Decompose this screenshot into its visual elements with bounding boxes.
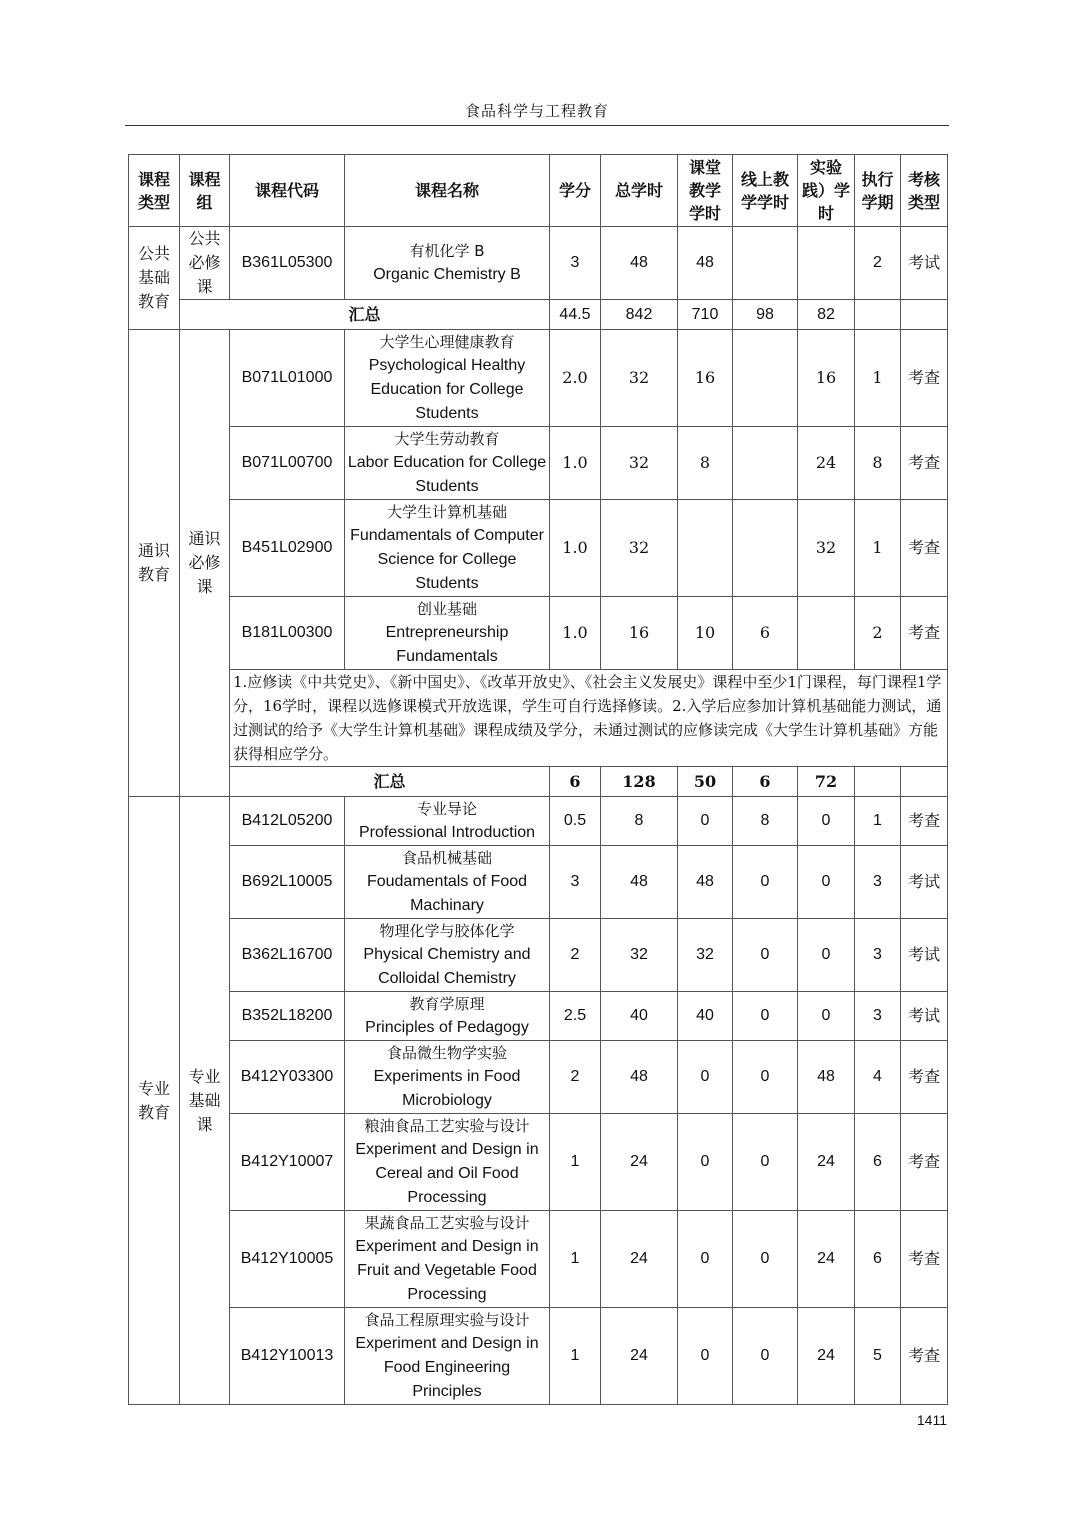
online-hours-value: 8 (733, 797, 798, 846)
course-row (129, 992, 948, 1041)
col-header-total-hours: 总学时 (601, 155, 678, 227)
col-header-online-hours: 线上教 学学时 (733, 155, 798, 227)
online-hours-value (733, 330, 798, 427)
course-name-en: Experiment and Design in Food Engineering Principles (355, 1335, 539, 1400)
classroom-hours-value: 0 (678, 1114, 733, 1211)
lab-hours-value: 32 (798, 500, 855, 597)
course-code: B412L05200 (230, 797, 345, 846)
lab-hours-value: 0 (798, 846, 855, 919)
course-row (129, 1114, 948, 1211)
summary-classroom: 710 (678, 300, 733, 330)
course-name-cn: 物理化学与胶体化学 (379, 922, 515, 940)
credit-value: 1.0 (550, 427, 601, 500)
col-header-course-name: 课程名称 (345, 155, 550, 227)
total-hours-value: 40 (601, 992, 678, 1041)
summary-label: 汇总 (230, 767, 550, 797)
summary-row (129, 767, 948, 797)
col-header-classroom-hours: 课堂 教学 学时 (678, 155, 733, 227)
course-name-cell (345, 1211, 550, 1308)
course-name-en: Experiment and Design in Cereal and Oil Food Processing (355, 1141, 539, 1206)
classroom-hours-value: 48 (678, 846, 733, 919)
summary-classroom-hours: 50 (678, 767, 733, 797)
course-row (129, 1041, 948, 1114)
course-row (129, 330, 948, 427)
exam-type-value: 考试 (901, 846, 948, 919)
online-hours-value: 0 (733, 1211, 798, 1308)
summary-lab-hours: 72 (798, 767, 855, 797)
online-hours-value: 0 (733, 1041, 798, 1114)
lab-hours-value: 24 (798, 1114, 855, 1211)
lab-hours-value (798, 597, 855, 670)
semester-value: 1 (855, 797, 901, 846)
summary-credit: 6 (550, 767, 601, 797)
course-name-cell (345, 597, 550, 670)
course-name-cell (345, 1308, 550, 1405)
course-name-en: Foudamentals of Food Machinary (366, 873, 528, 914)
course-code: B451L02900 (230, 500, 345, 597)
note-row (129, 670, 948, 767)
online-hours-value: 0 (733, 1308, 798, 1405)
summary-total: 842 (601, 300, 678, 330)
course-type-cell: 通识 教育 (129, 330, 180, 797)
summary-total-hours: 128 (601, 767, 678, 797)
course-name-en: Organic Chemistry B (373, 266, 521, 283)
course-name-cn: 食品机械基础 (401, 849, 492, 867)
lab-hours-value: 48 (798, 1041, 855, 1114)
summary-label: 汇总 (180, 300, 550, 330)
semester-value: 4 (855, 1041, 901, 1114)
course-name-en: Professional Introduction (358, 824, 536, 841)
semester-value: 6 (855, 1211, 901, 1308)
col-header-course-group: 课程 组 (180, 155, 230, 227)
classroom-hours-value: 48 (678, 227, 733, 300)
curriculum-table (128, 154, 948, 1405)
requirements-note: 1.应修读《中共党史》、《新中国史》、《改革开放史》、《社会主义发展史》课程中至少1门课程，每门课程1学分，16学时，课程以选修课模式开放选课，学生可自行选择修读。2.入学后应参加计算机基础能力测试，通过测试的给予《大学生计算机基础》课程成绩及学分，未通过测试的应修读完成《大学生计算机基础》方能获得相应学分。 (230, 670, 948, 767)
semester-value: 3 (855, 992, 901, 1041)
course-name-cell (345, 919, 550, 992)
course-name-cn: 食品微生物学实验 (386, 1044, 507, 1062)
course-group-cell: 公共 必修 课 (180, 227, 230, 300)
course-name-en: Physical Chemistry and Colloidal Chemistry (363, 946, 531, 987)
course-name-cn: 食品工程原理实验与设计 (364, 1311, 530, 1329)
course-row (129, 427, 948, 500)
course-name-cell (345, 1041, 550, 1114)
course-name-en: Psychological Healthy Education for College Students (368, 357, 526, 422)
col-header-course-type: 课程 类型 (129, 155, 180, 227)
course-name-cell (345, 330, 550, 427)
total-hours-value: 48 (601, 846, 678, 919)
credit-value: 1 (550, 1114, 601, 1211)
exam-type-value: 考查 (901, 1308, 948, 1405)
course-name-cn: 专业导论 (416, 800, 477, 818)
exam-type-value: 考试 (901, 227, 948, 300)
semester-value: 3 (855, 919, 901, 992)
online-hours-value (733, 500, 798, 597)
summary-online-hours: 6 (733, 767, 798, 797)
summary-exam-type (901, 767, 948, 797)
classroom-hours-value (678, 500, 733, 597)
semester-value: 3 (855, 846, 901, 919)
course-code: B361L05300 (230, 227, 345, 300)
course-code: B352L18200 (230, 992, 345, 1041)
course-name-cell (345, 1114, 550, 1211)
course-code: B412Y10013 (230, 1308, 345, 1405)
classroom-hours-value: 8 (678, 427, 733, 500)
credit-value: 3 (550, 846, 601, 919)
credit-value: 0.5 (550, 797, 601, 846)
course-code: B412Y10005 (230, 1211, 345, 1308)
total-hours-value: 16 (601, 597, 678, 670)
total-hours-value: 32 (601, 919, 678, 992)
credit-value: 2.0 (550, 330, 601, 427)
table-body (129, 155, 948, 1405)
exam-type-value: 考查 (901, 1211, 948, 1308)
col-header-course-code: 课程代码 (230, 155, 345, 227)
summary-exam-type (901, 300, 948, 330)
course-name-cell (345, 227, 550, 300)
classroom-hours-value: 40 (678, 992, 733, 1041)
credit-value: 2.5 (550, 992, 601, 1041)
credit-value: 1.0 (550, 597, 601, 670)
course-name-cn: 粮油食品工艺实验与设计 (364, 1117, 530, 1135)
semester-value: 2 (855, 227, 901, 300)
summary-row (129, 300, 948, 330)
semester-value: 5 (855, 1308, 901, 1405)
summary-semester (855, 300, 901, 330)
course-name-cn: 大学生心理健康教育 (379, 333, 515, 351)
course-name-cn: 创业基础 (416, 600, 477, 618)
credit-value: 1 (550, 1211, 601, 1308)
credit-value: 3 (550, 227, 601, 300)
exam-type-value: 考查 (901, 427, 948, 500)
exam-type-value: 考查 (901, 597, 948, 670)
course-name-cell (345, 500, 550, 597)
credit-value: 1 (550, 1308, 601, 1405)
credit-value: 2 (550, 919, 601, 992)
course-type-cell: 公共 基础 教育 (129, 227, 180, 330)
course-name-en: Entrepreneurship Fundamentals (385, 624, 509, 665)
classroom-hours-value: 0 (678, 1308, 733, 1405)
page-number: 1411 (916, 1412, 947, 1428)
course-name-cell (345, 992, 550, 1041)
semester-value: 2 (855, 597, 901, 670)
classroom-hours-value: 0 (678, 1041, 733, 1114)
course-name-en: Experiments in Food Microbiology (373, 1068, 521, 1109)
classroom-hours-value: 0 (678, 1211, 733, 1308)
course-name-cn: 大学生劳动教育 (394, 430, 500, 448)
online-hours-value: 0 (733, 846, 798, 919)
online-hours-value: 6 (733, 597, 798, 670)
classroom-hours-value: 0 (678, 797, 733, 846)
exam-type-value: 考查 (901, 797, 948, 846)
lab-hours-value: 0 (798, 797, 855, 846)
course-name-cn: 有机化学 B (409, 242, 485, 260)
course-name-cell (345, 846, 550, 919)
total-hours-value: 32 (601, 330, 678, 427)
total-hours-value: 24 (601, 1114, 678, 1211)
course-code: B362L16700 (230, 919, 345, 992)
lab-hours-value: 16 (798, 330, 855, 427)
course-row (129, 597, 948, 670)
exam-type-value: 考查 (901, 500, 948, 597)
col-header-lab-hours: 实验 践）学 时 (798, 155, 855, 227)
semester-value: 8 (855, 427, 901, 500)
col-header-credit: 学分 (550, 155, 601, 227)
course-name-en: Principles of Pedagogy (365, 1019, 529, 1036)
summary-online: 98 (733, 300, 798, 330)
semester-value: 6 (855, 1114, 901, 1211)
total-hours-value: 32 (601, 427, 678, 500)
course-group-cell: 通识 必修 课 (180, 330, 230, 797)
online-hours-value: 0 (733, 919, 798, 992)
course-row (129, 846, 948, 919)
course-type-cell: 专业 教育 (129, 797, 180, 1405)
course-name-cn: 教育学原理 (409, 995, 485, 1013)
course-code: B071L00700 (230, 427, 345, 500)
lab-hours-value: 24 (798, 427, 855, 500)
semester-value: 1 (855, 330, 901, 427)
online-hours-value (733, 227, 798, 300)
summary-lab: 82 (798, 300, 855, 330)
total-hours-value: 48 (601, 227, 678, 300)
credit-value: 2 (550, 1041, 601, 1114)
running-header-title: 食品科学与工程教育 (464, 102, 609, 120)
course-name-en: Experiment and Design in Fruit and Vegetable Food Processing (355, 1238, 539, 1303)
online-hours-value (733, 427, 798, 500)
course-name-cn: 大学生计算机基础 (386, 503, 507, 521)
course-row (129, 1308, 948, 1405)
course-name-cell (345, 797, 550, 846)
classroom-hours-value: 16 (678, 330, 733, 427)
lab-hours-value: 0 (798, 919, 855, 992)
course-row (129, 500, 948, 597)
total-hours-value: 48 (601, 1041, 678, 1114)
course-row (129, 227, 948, 300)
col-header-exam-type: 考核 类型 (901, 155, 948, 227)
header-rule (125, 125, 949, 126)
lab-hours-value: 0 (798, 992, 855, 1041)
lab-hours-value: 24 (798, 1211, 855, 1308)
total-hours-value: 32 (601, 500, 678, 597)
exam-type-value: 考查 (901, 1041, 948, 1114)
exam-type-value: 考查 (901, 1114, 948, 1211)
course-name-cn: 果蔬食品工艺实验与设计 (364, 1214, 530, 1232)
course-code: B692L10005 (230, 846, 345, 919)
exam-type-value: 考查 (901, 330, 948, 427)
semester-value: 1 (855, 500, 901, 597)
summary-credit: 44.5 (550, 300, 601, 330)
total-hours-value: 24 (601, 1211, 678, 1308)
course-name-en: Labor Education for College Students (347, 454, 547, 495)
classroom-hours-value: 10 (678, 597, 733, 670)
classroom-hours-value: 32 (678, 919, 733, 992)
course-code: B181L00300 (230, 597, 345, 670)
course-name-cell (345, 427, 550, 500)
summary-semester (855, 767, 901, 797)
exam-type-value: 考试 (901, 992, 948, 1041)
lab-hours-value: 24 (798, 1308, 855, 1405)
online-hours-value: 0 (733, 992, 798, 1041)
course-code: B071L01000 (230, 330, 345, 427)
course-code: B412Y03300 (230, 1041, 345, 1114)
course-row (129, 797, 948, 846)
total-hours-value: 24 (601, 1308, 678, 1405)
exam-type-value: 考试 (901, 919, 948, 992)
course-group-cell: 专业 基础 课 (180, 797, 230, 1405)
credit-value: 1.0 (550, 500, 601, 597)
course-row (129, 919, 948, 992)
col-header-semester: 执行 学期 (855, 155, 901, 227)
lab-hours-value (798, 227, 855, 300)
course-code: B412Y10007 (230, 1114, 345, 1211)
online-hours-value: 0 (733, 1114, 798, 1211)
course-name-en: Fundamentals of Computer Science for College Students (350, 527, 544, 592)
course-row (129, 1211, 948, 1308)
total-hours-value: 8 (601, 797, 678, 846)
table-header-row (129, 155, 948, 227)
